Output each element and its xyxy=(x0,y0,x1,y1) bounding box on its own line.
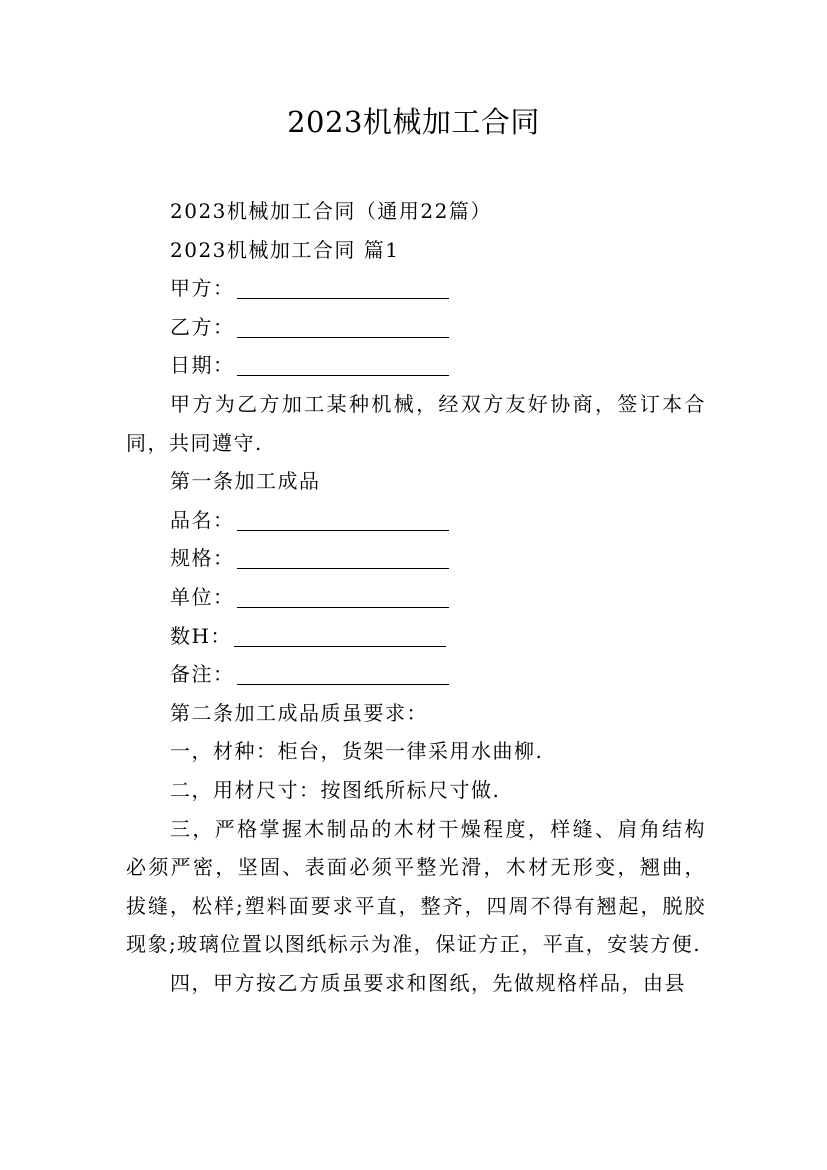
section-heading: 2023机械加工合同 篇1 xyxy=(170,237,400,262)
party-a-blank xyxy=(237,278,449,299)
remarks-blank xyxy=(237,664,449,685)
party-b-blank xyxy=(237,317,449,338)
unit-blank xyxy=(237,587,449,608)
party-a-field xyxy=(126,269,706,308)
product-name-field xyxy=(126,501,706,540)
quantity-field xyxy=(126,617,706,656)
article1-heading: 第一条加工成品 xyxy=(170,469,321,494)
item-3: 三，严格掌握木制品的木材干燥程度，样缝、肩角结构必须严密，坚固、表面必须平整光滑，木材无形变，翘曲，拔缝，松样;塑料面要求平直，整齐，四周不得有翘起，脱胶现象;玻璃位置以图纸标示为准，保证方正，平直，安装方便. xyxy=(126,816,706,957)
item-1: 一，材种：柜台，货架一律采用水曲柳. xyxy=(170,739,544,764)
remarks-field xyxy=(126,655,706,694)
item-4: 四，甲方按乙方质虽要求和图纸，先做规格样品，由县 xyxy=(170,970,686,995)
item-2: 二，用材尺寸：按图纸所标尺寸做. xyxy=(170,777,501,802)
quantity-label: 数H： xyxy=(170,623,232,648)
party-b-field xyxy=(126,308,706,347)
spec-field xyxy=(126,539,706,578)
document-title: 2023机械加工合同 xyxy=(287,105,540,139)
article2-heading: 第二条加工成品质虽要求： xyxy=(170,700,428,725)
date-field xyxy=(126,346,706,385)
intro-paragraph: 甲方为乙方加工某种机械，经双方友好协商，签订本合同，共同遵守. xyxy=(126,391,706,455)
product-name-blank xyxy=(237,510,449,531)
quantity-blank xyxy=(234,626,446,647)
spec-label: 规格： xyxy=(170,546,235,571)
date-label: 日期： xyxy=(170,353,235,378)
remarks-label: 备注： xyxy=(170,662,235,687)
party-a-label: 甲方： xyxy=(170,276,235,301)
party-b-label: 乙方： xyxy=(170,314,235,339)
spec-blank xyxy=(237,548,449,569)
unit-label: 单位： xyxy=(170,584,235,609)
document-subtitle: 2023机械加工合同（通用22篇） xyxy=(170,199,492,223)
unit-field xyxy=(126,578,706,617)
document-body xyxy=(126,192,706,1002)
date-blank xyxy=(237,355,449,376)
product-name-label: 品名： xyxy=(170,507,235,532)
